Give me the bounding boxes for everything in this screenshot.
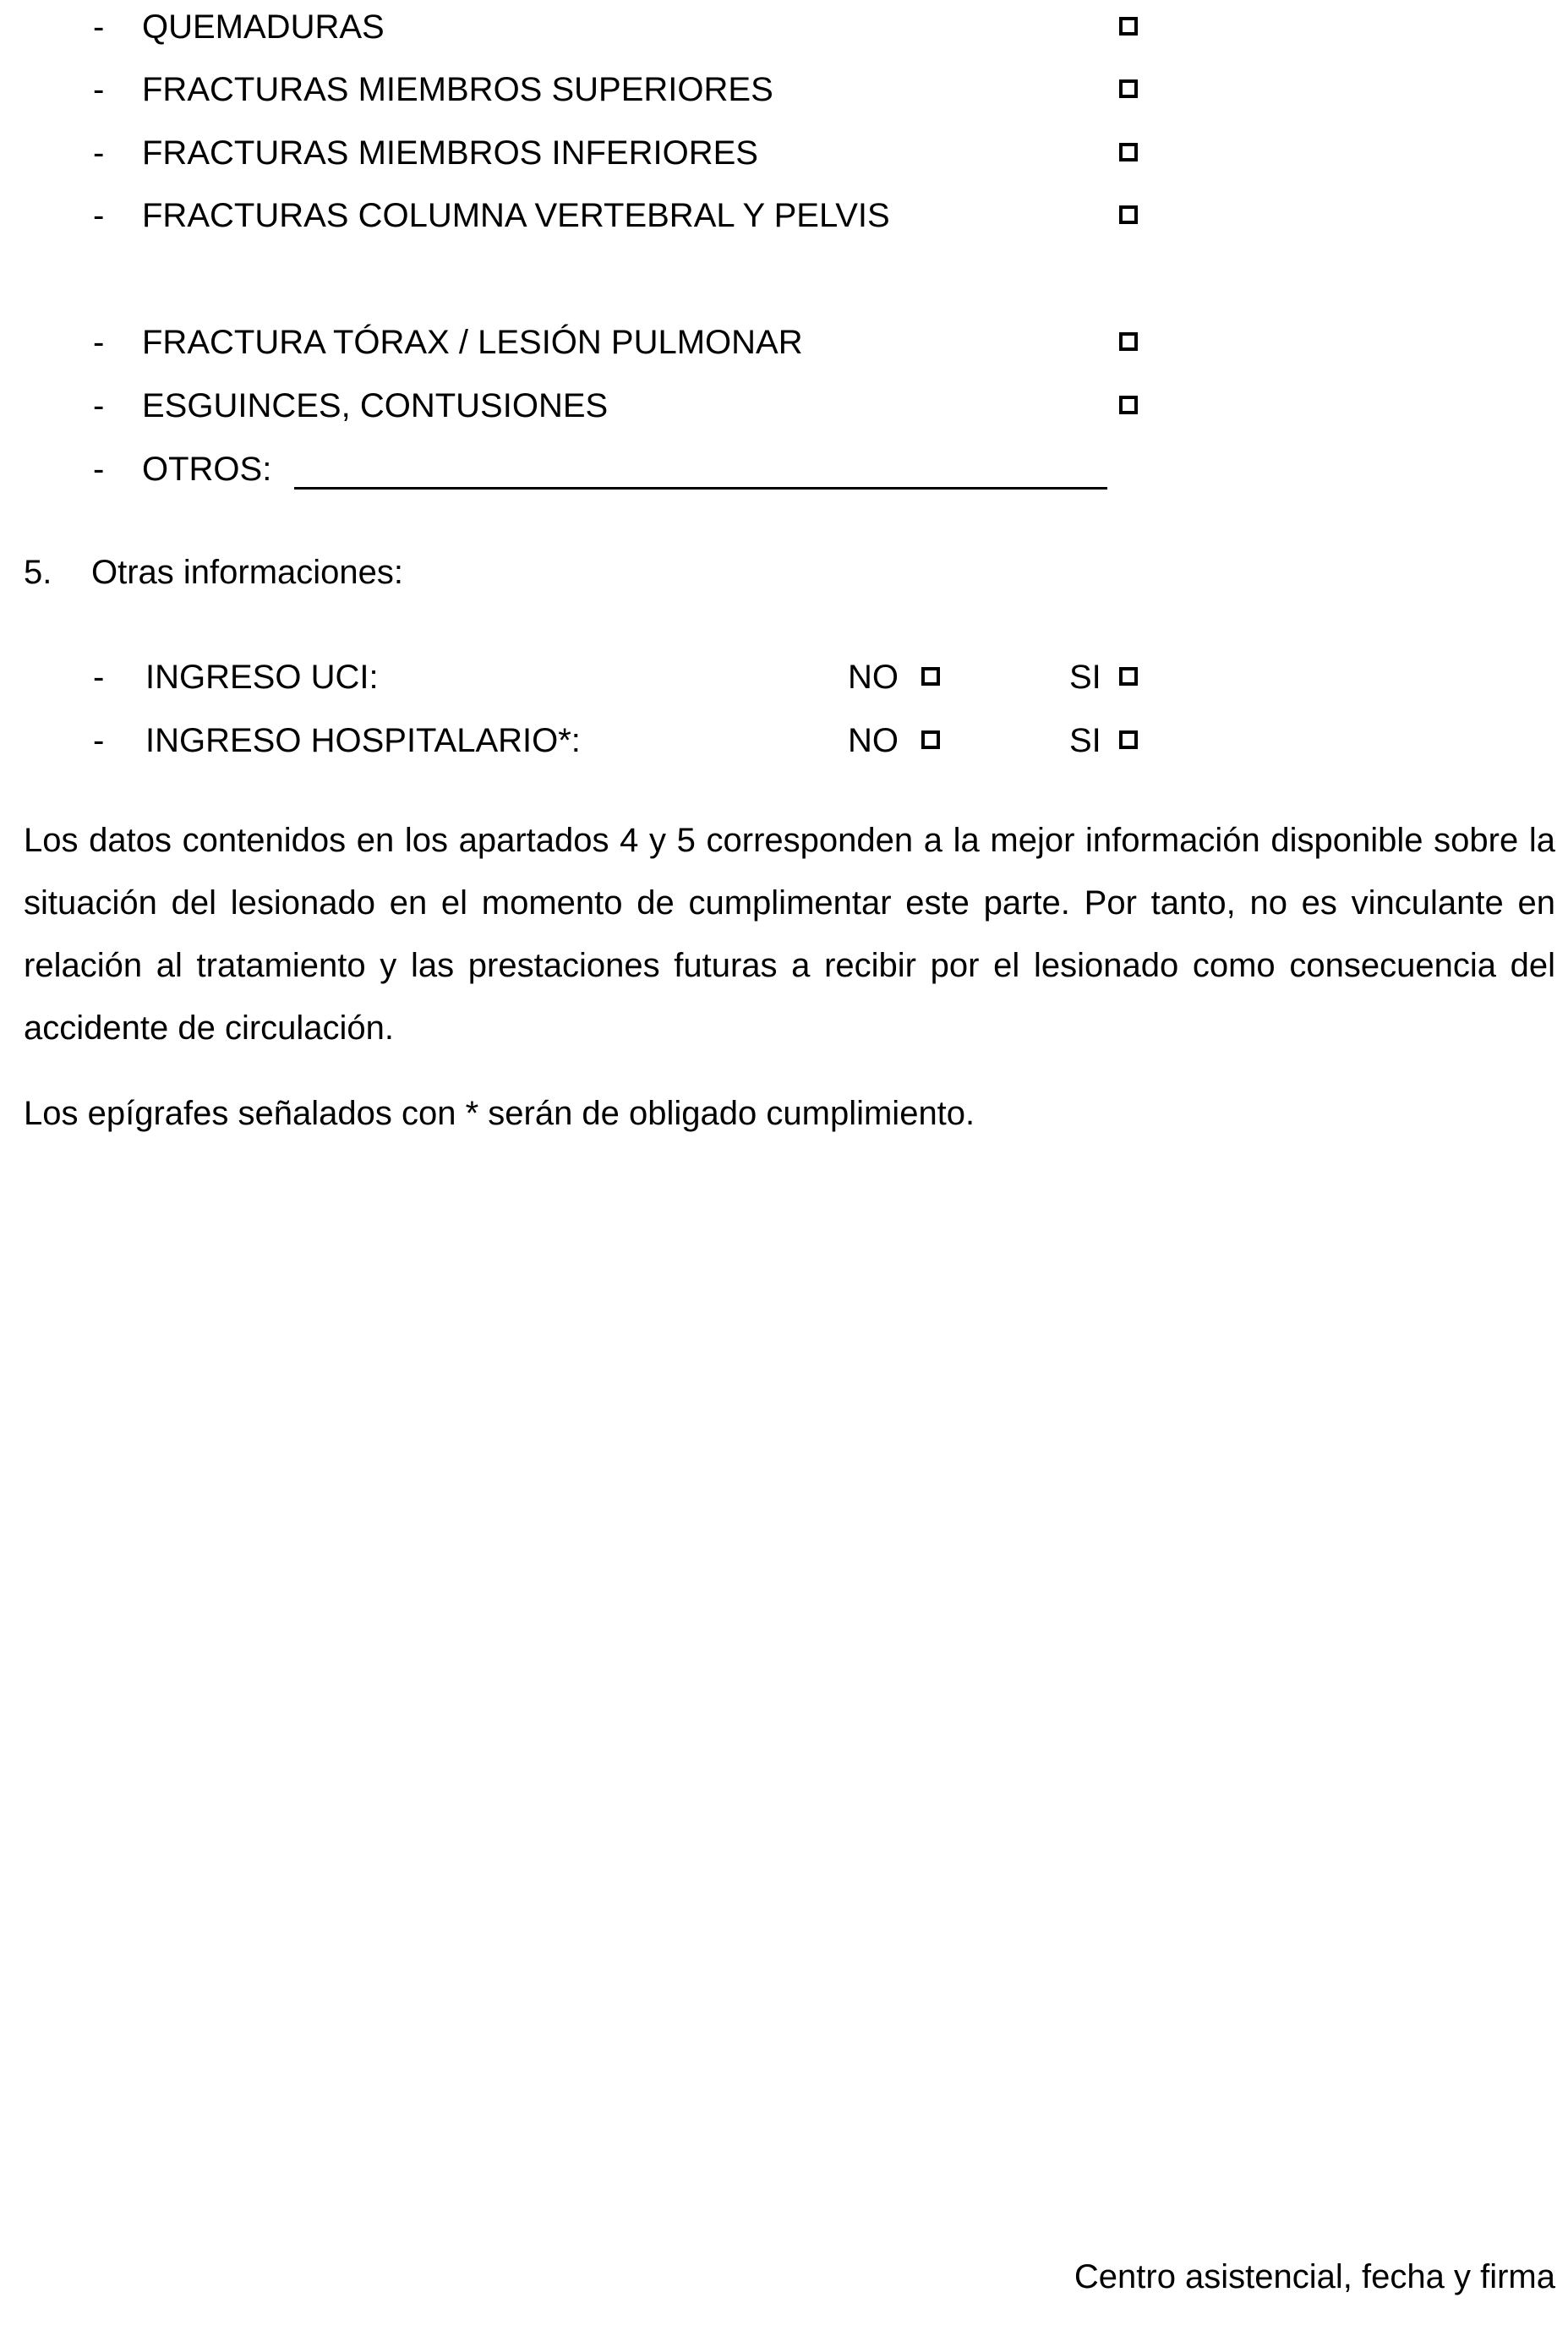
signature-label: Centro asistencial, fecha y firma (1074, 2258, 1555, 2295)
list-dash: - (93, 659, 105, 696)
injury-label-fractura-torax: FRACTURA TÓRAX / LESIÓN PULMONAR (142, 324, 803, 361)
list-dash: - (93, 324, 105, 361)
ingreso-hospitalario-label: INGRESO HOSPITALARIO*: (145, 722, 581, 759)
injury-label-quemaduras: QUEMADURAS (142, 8, 385, 46)
checkbox-fracturas-miembros-inferiores[interactable] (1119, 143, 1138, 161)
checkbox-esguinces[interactable] (1119, 396, 1138, 414)
checkbox-hospitalario-si[interactable] (1119, 730, 1138, 749)
ingreso-uci-label: INGRESO UCI: (145, 659, 379, 696)
injury-label-fracturas-miembros-superiores: FRACTURAS MIEMBROS SUPERIORES (142, 71, 773, 108)
checkbox-fractura-torax[interactable] (1119, 332, 1138, 351)
otros-input-line[interactable] (294, 487, 1107, 490)
injury-label-fracturas-miembros-inferiores: FRACTURAS MIEMBROS INFERIORES (142, 134, 758, 172)
injury-label-fracturas-columna: FRACTURAS COLUMNA VERTEBRAL Y PELVIS (142, 197, 890, 234)
list-dash: - (93, 387, 105, 424)
checkbox-hospitalario-no[interactable] (921, 730, 940, 749)
injury-label-esguinces: ESGUINCES, CONTUSIONES (142, 387, 609, 424)
mandatory-fields-note: Los epígrafes señalados con * serán de obligado cumplimiento. (24, 1095, 975, 1132)
list-dash: - (93, 134, 105, 172)
otros-label: OTROS: (142, 451, 272, 488)
checkbox-uci-si[interactable] (1119, 667, 1138, 686)
uci-si-label: SI (1069, 659, 1101, 696)
list-dash: - (93, 197, 105, 234)
checkbox-fracturas-miembros-superiores[interactable] (1119, 79, 1138, 98)
list-dash: - (93, 722, 105, 759)
list-dash: - (93, 8, 105, 46)
section-title: Otras informaciones: (91, 554, 404, 591)
checkbox-uci-no[interactable] (921, 667, 940, 686)
uci-no-label: NO (848, 659, 899, 696)
hospitalario-no-label: NO (848, 722, 899, 759)
list-dash: - (93, 451, 105, 488)
checkbox-quemaduras[interactable] (1119, 17, 1138, 36)
hospitalario-si-label: SI (1069, 722, 1101, 759)
section-number: 5. (24, 554, 52, 591)
notes-paragraph: Los datos contenidos en los apartados 4 y 5 corresponden a la mejor información disponible sobre la situación del lesionado en el momento de cumplimentar este parte. Por tanto, no es vinculante en relación al tratamiento y las prestaciones futuras a recibir por el lesionado como consecuencia del accidente de circulación. (24, 822, 1555, 1047)
list-dash: - (93, 71, 105, 108)
checkbox-fracturas-columna[interactable] (1119, 205, 1138, 224)
